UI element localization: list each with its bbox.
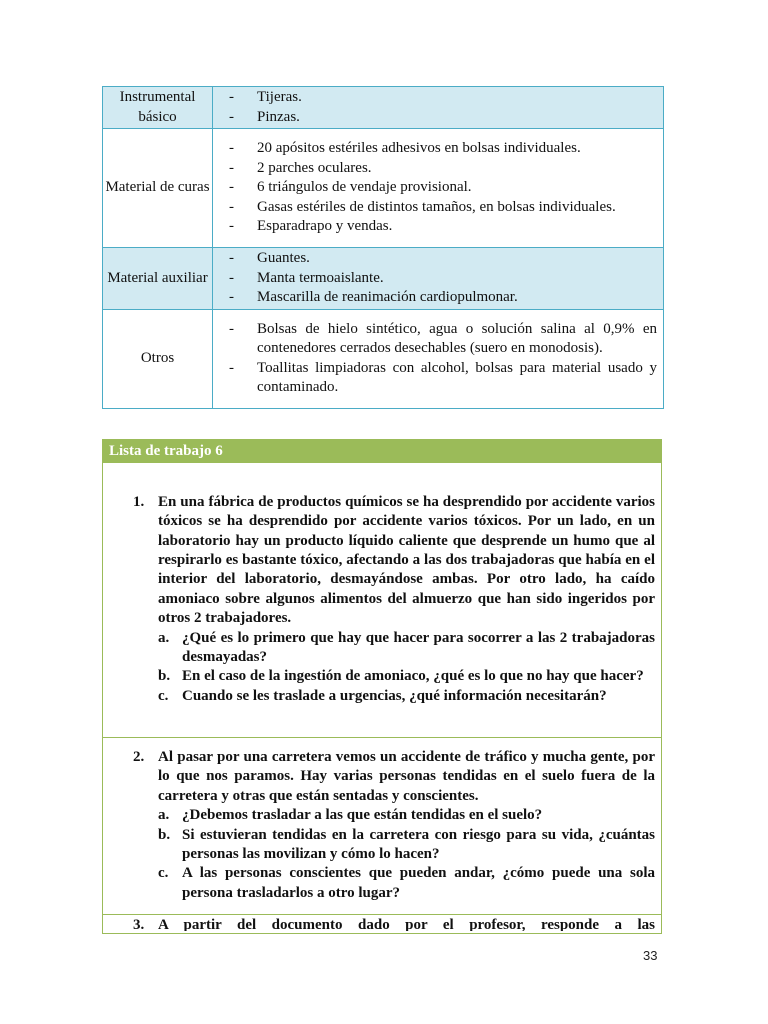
kit-items-cell [213,309,664,408]
question-text: Al pasar por una carretera vemos un accidente de tráfico y mucha gente, por lo que nos paramos. Hay varias personas tendidas en el suelo fuera de la carretera y otras que están sentadas y conscientes. [158,748,655,804]
subquestion [109,667,655,686]
question-text: En una fábrica de productos químicos se ha desprendido por accidente varios tóxicos se ha desprendido por accidente varios tóxicos. Por un lado, en un laboratorio hay un producto líquido caliente que desprende un humo que al respirarlo es bastante tóxico, afectando a las dos trabajadoras que había en el interior del laboratorio, desmayándose ambas. Por otro lado, ha caído amoniaco sobre algunos alimentos del almuerzo que han sido ingeridos por otros 2 trabajadores. [158,493,655,627]
subquestion-text: Cuando se les traslade a urgencias, ¿qué información necesitarán? [182,687,607,704]
kit-item: - Toallitas limpiadoras con alcohol, bolsas para material usado y contaminado. [227,359,657,398]
kit-item: - Gasas estériles de distintos tamaños, en bolsas individuales. [227,198,657,218]
subquestion [109,864,655,903]
question-text: A partir del documento dado por el profesor, responde a las [158,917,655,931]
kit-items-list [227,88,657,127]
question-row [103,915,662,934]
work-list-header-row [103,440,662,463]
subquestion-list [109,629,655,707]
kit-category-cell: Material de curas [103,129,213,248]
kit-item: - Esparadrapo y vendas. [227,217,657,237]
subquestion-text: ¿Qué es lo primero que hay que hacer para socorrer a las 2 trabajadoras desmayadas? [182,629,655,666]
kit-item: - Mascarilla de reanimación cardiopulmonar. [227,288,657,308]
kit-items-cell [213,87,664,129]
question-3 [109,916,655,931]
kit-item: - Guantes. [227,249,657,269]
kit-item: - 6 triángulos de vendaje provisional. [227,178,657,198]
question-2 [109,748,655,806]
subquestion-text: Si estuvieran tendidas en la carretera con riesgo para su vida, ¿cuántas personas las movilizan y cómo lo hacen? [182,826,655,862]
question-1 [109,493,655,629]
kit-item: - 20 apósitos estériles adhesivos en bolsas individuales. [227,139,657,159]
question-number: 3. [133,917,145,931]
subquestion-text: A las personas conscientes que pueden andar, ¿cómo puede una sola persona trasladarlos a otro lugar? [182,865,655,901]
kit-row-curas [103,129,664,248]
question-number: 2. [133,748,145,765]
subquestion [109,687,655,706]
kit-row-auxiliar [103,248,664,310]
subquestion-letter: a. [158,807,170,824]
kit-items-list [227,139,657,237]
subquestion-letter: c. [158,687,169,704]
kit-item: - Pinzas. [227,108,657,128]
question-row [103,738,662,915]
kit-category-cell: Otros [103,309,213,408]
question-cell [103,463,662,738]
work-list-table [102,439,662,934]
kit-item: - Tijeras. [227,88,657,108]
kit-items-cell [213,129,664,248]
subquestion [109,826,655,865]
kit-items-list [227,249,657,308]
kit-category-cell: Instrumental básico [103,87,213,129]
question-row [103,463,662,738]
kit-category-cell: Material auxiliar [103,248,213,310]
subquestion [109,806,655,825]
kit-row-instrumental [103,87,664,129]
subquestion [109,629,655,668]
subquestion-text: En el caso de la ingestión de amoniaco, ¿qué es lo que no hay que hacer? [182,668,644,685]
subquestion-letter: b. [158,826,171,843]
kit-item: - Manta termoaislante. [227,269,657,289]
kit-items-cell [213,248,664,310]
kit-item: - 2 parches oculares. [227,159,657,179]
subquestion-list [109,806,655,903]
subquestion-letter: a. [158,629,170,646]
question-cell [103,738,662,915]
subquestion-text: ¿Debemos trasladar a las que están tendidas en el suelo? [182,807,543,824]
subquestion-letter: c. [158,865,169,882]
question-clip [109,916,655,931]
subquestion-letter: b. [158,668,171,685]
question-cell [103,915,662,934]
question-number: 1. [133,493,145,510]
work-list-title: Lista de trabajo 6 [103,440,662,463]
kit-row-otros [103,309,664,408]
kit-contents-table [102,86,664,409]
page-number: 33 [643,948,658,963]
kit-item: - Bolsas de hielo sintético, agua o solución salina al 0,9% en contenedores cerrados desechables (suero en monodosis). [227,320,657,359]
kit-items-list [227,320,657,398]
